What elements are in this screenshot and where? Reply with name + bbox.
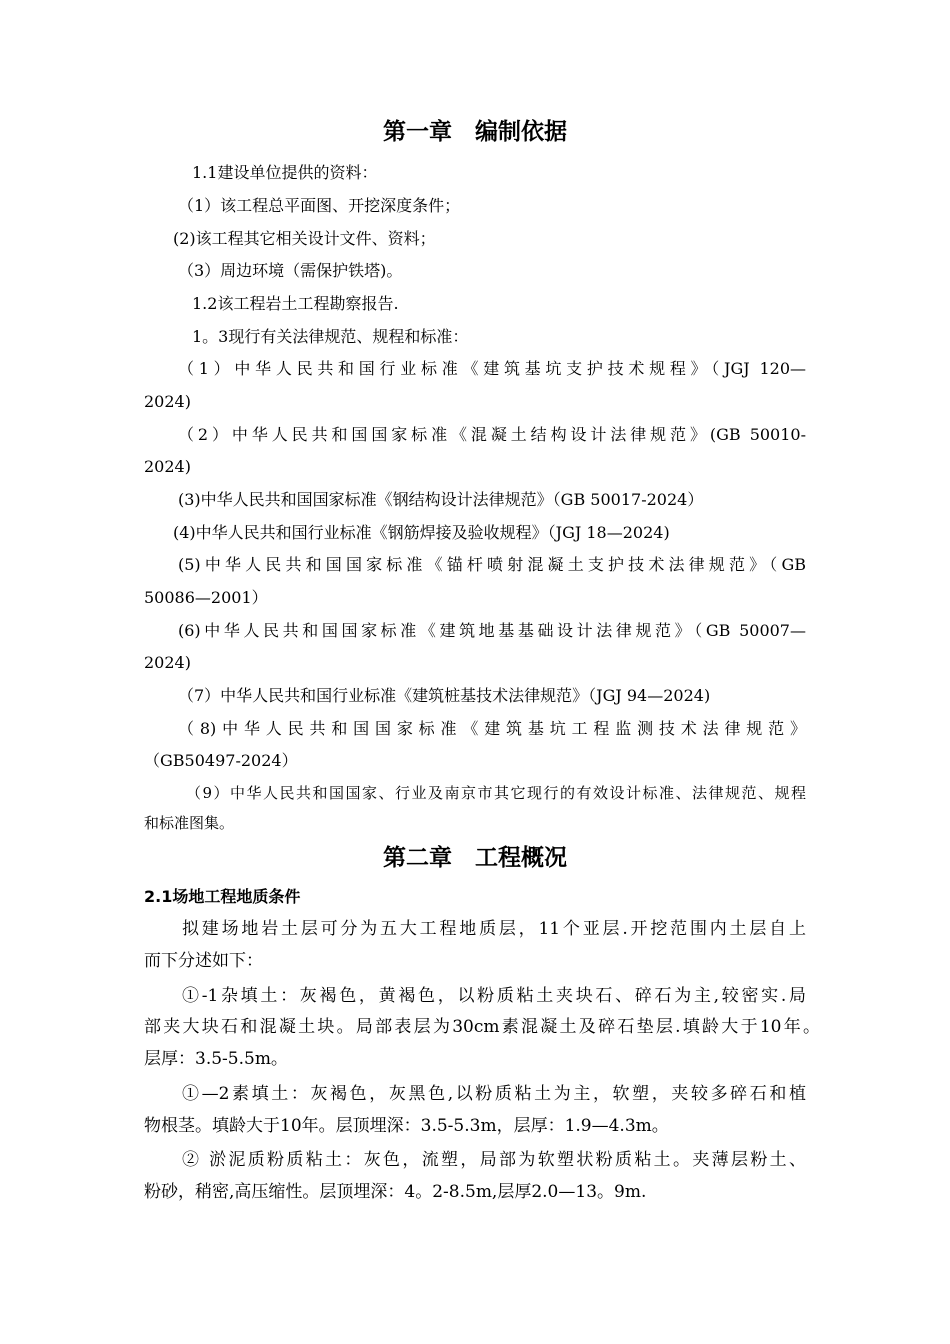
overview-line-1: 拟建场地岩土层可分为五大工程地质层，11个亚层.开挖范围内土层自上 xyxy=(182,919,806,939)
layer-2-line-2: 粉砂，稍密,高压缩性。层顶埋深：4。2-8.5m,层厚2.0—13。9m. xyxy=(144,1182,647,1202)
chapter-2-title: 第二章 工程概况 xyxy=(383,845,567,871)
basis-item-1-1: 1.1建设单位提供的资料： xyxy=(192,163,378,182)
standard-1-line-1: （1）中华人民共和国行业标准《建筑基坑支护技术规程》（JGJ 120— xyxy=(178,359,806,378)
standard-5-line-2: 50086—2001） xyxy=(144,588,268,607)
layer-1-2-line-1: ①—2素填土：灰褐色，灰黑色,以粉质粘土为主，软塑，夹较多碎石和植 xyxy=(182,1084,806,1104)
standard-3: (3)中华人民共和国国家标准《钢结构设计法律规范》（GB 50017-2024） xyxy=(178,490,704,509)
section-2-1-heading: 2.1场地工程地质条件 xyxy=(144,887,301,906)
overview-line-2: 而下分述如下： xyxy=(144,951,263,971)
layer-2-line-1: ② 淤泥质粉质粘土：灰色，流塑，局部为软塑状粉质粘土。夹薄层粉土、 xyxy=(182,1150,806,1170)
standard-9-line-1: （9）中华人民共和国国家、行业及南京市其它现行的有效设计标准、法律规范、规程 xyxy=(186,784,806,802)
basis-item-1-3: 1。3现行有关法律规范、规程和标准： xyxy=(192,327,469,346)
standard-6-line-2: 2024) xyxy=(144,653,191,672)
standard-7: （7）中华人民共和国行业标准《建筑桩基技术法律规范》（JGJ 94—2024) xyxy=(178,686,711,705)
standard-9-line-2: 和标准图集。 xyxy=(144,814,235,832)
layer-1-1-line-2: 部夹大块石和混凝土块。局部表层为30cm素混凝土及碎石垫层.填龄大于10年。 xyxy=(144,1017,820,1037)
basis-item-1-1-3: （3）周边环境（需保护铁塔)。 xyxy=(178,261,403,280)
standard-8-line-1: （8)中华人民共和国国家标准《建筑基坑工程监测技术法律规范》 xyxy=(178,719,806,738)
layer-1-1-line-3: 层厚：3.5-5.5m。 xyxy=(144,1049,288,1069)
layer-1-2-line-2: 物根茎。填龄大于10年。层顶埋深：3.5-5.3m，层厚：1.9—4.3m。 xyxy=(144,1116,669,1136)
standard-8-line-2: （GB50497-2024） xyxy=(144,751,298,770)
basis-item-1-1-1: （1）该工程总平面图、开挖深度条件； xyxy=(178,196,461,215)
standard-2-line-1: （2）中华人民共和国国家标准《混凝土结构设计法律规范》(GB 50010- xyxy=(178,425,806,444)
standard-2-line-2: 2024) xyxy=(144,457,191,476)
basis-item-1-2: 1.2该工程岩土工程勘察报告. xyxy=(192,294,399,313)
standard-6-line-1: (6)中华人民共和国国家标准《建筑地基基础设计法律规范》（GB 50007— xyxy=(178,621,806,640)
chapter-1-title: 第一章 编制依据 xyxy=(383,119,567,145)
basis-item-1-1-2: (2)该工程其它相关设计文件、资料； xyxy=(173,229,436,248)
standard-1-line-2: 2024) xyxy=(144,392,191,411)
standard-4: (4)中华人民共和国行业标准《钢筋焊接及验收规程》（JGJ 18—2024) xyxy=(173,523,670,542)
layer-1-1-line-1: ①-1杂填土：灰褐色，黄褐色，以粉质粘土夹块石、碎石为主,较密实.局 xyxy=(182,986,806,1006)
standard-5-line-1: (5)中华人民共和国国家标准《锚杆喷射混凝土支护技术法律规范》（GB xyxy=(178,555,806,574)
